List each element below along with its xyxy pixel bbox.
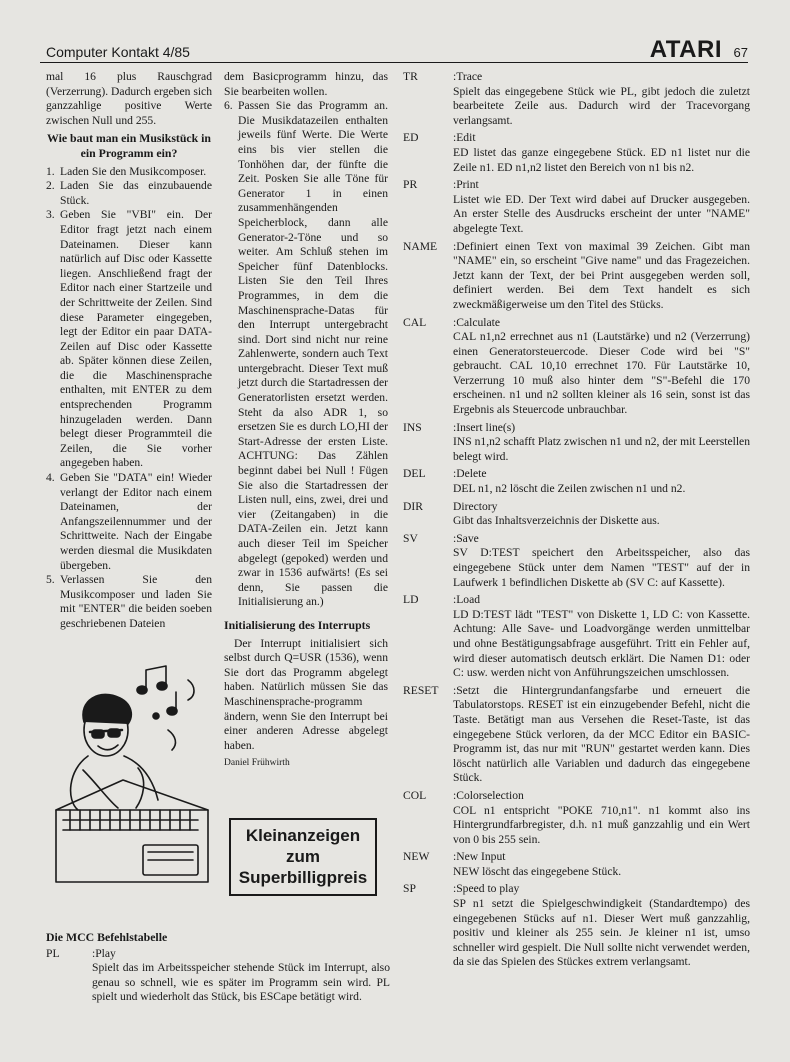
command-desc: COL n1 entspricht "POKE 710,n1". n1 kommt also ins Hintergrundfarbregister, d.h. n1 muß ganzzahlig und ein Wert von 0 bis 255 sein. [453, 803, 750, 846]
step-number: 4. [46, 471, 55, 485]
command-key: LD [403, 593, 419, 607]
command-label: :Speed to play [453, 882, 520, 896]
command-desc: Gibt das Inhaltsverzeichnis der Diskette aus. [453, 514, 660, 528]
steps-list [46, 165, 212, 632]
author-signature: Daniel Frühwirth [224, 758, 290, 769]
step-number: 1. [46, 164, 55, 178]
step-text: Laden Sie das einzubauende Stück. [60, 179, 212, 207]
command-row-ins [403, 421, 750, 465]
command-label: :Trace [453, 70, 483, 83]
middle-column [224, 70, 388, 771]
step-text: Geben Sie "VBI" ein. Der Editor fragt jetzt nach einem Dateinamen. Dieser kann natürlich auf Disc oder Kassette liegen. Anschließend fragt der Editor nach einer Startzeile und der Schrittweite der Zeilen. Sind diese Parameter eingegeben, legt der Editor ein paar DATA-Zeilen auf Disc oder Kassette ab. Später können diese Zeilen, die die Maschinensprache enthalten, mit ENTER zu dem entsprechenden Programm hinzugeladen werden. Dann belegt dieser Programmteil die Zeilen, die Sie vorher angegeben haben. [60, 208, 212, 470]
ad-line: zum [286, 847, 320, 866]
page-number: 67 [733, 45, 748, 60]
command-key: NAME [403, 239, 438, 253]
command-row-sv [403, 532, 750, 590]
command-row-col [403, 789, 750, 847]
command-row-name [403, 240, 750, 313]
command-label: :Calculate [453, 315, 500, 329]
command-label: :Colorselection [453, 788, 524, 802]
command-body [453, 70, 750, 128]
step-item [46, 208, 212, 471]
command-body [453, 131, 750, 175]
left-intro: mal 16 plus Rauschgrad (Verzerrung). Dadurch ergeben sich ganzzahlige positive Werte zwischen Null und 255. [46, 70, 212, 127]
command-desc: :Definiert einen Text von maximal 39 Zeichen. Gibt man "NAME" ein, so erscheint "Give name" und das Fragezeichen. Jetzt kann der Text, der bei Print ausgegeben werden soll, definiert werden. Bei dem Text handelt es sich zweckmäßigerweise um den Titel des Stücks. [453, 239, 750, 311]
step-number: 5. [46, 573, 55, 587]
interrupt-text: Der Interrupt initialisiert sich selbst durch Q=USR (1536), wenn Sie dort das Programm abgelegt haben. Natürlich müssen Sie das Maschinensprache-programm ändern, wenn Sie den Interrupt bei einer anderen Adresse abgelegt haben. [224, 636, 388, 752]
command-key: CAL [403, 315, 427, 329]
command-key: TR [403, 70, 418, 83]
command-desc: Spielt das im Arbeitsspeicher stehende Stück im Interrupt, also genau so schnell, wie es später im Programm sein wird. PL spielt und wiederholt das Stück, bis ESCape betätigt wird. [92, 961, 390, 1004]
step-text: Passen Sie das Programm an. Die Musikdatazeilen enthalten jeweils fünf Werte. Die Werte eins bis vier stellen die Tonhöhen dar, der fünfte die Zeit. Posken Sie alle Töne für Generator 1 in einen zusammenhängenden Speicherblock, dann alle Generator-2-Töne und so weiter. Am Schluß stehen im Speicher fünf Datenblocks. Listen Sie den Teil Ihres Programmes, in dem die Maschinensprache-Datas für den Interrupt untergebracht sind. Dort sind nicht nur reine Zahlenwerte, sondern auch Text untergebracht. Dieser Text muß jetzt durch die Startadressen der Generatorlisten ersetzt werden. Steht da also ADR 1, so ersetzen Sie es durch LO,HI der Start-Adresse der ersten Liste. ACHTUNG: Das Zählen beginnt dabei bei Null ! Fügen Sie also die Startadressen der Listen null, eins, zwei, drei und vier (Zeitangaben) in die DATA-Zeilen ein. Jetzt kann auch dieser Teil im Speicher abgelegt (gepoked) werden und zwar in 1536 aufwärts! (Es sei denn, Sie passen die Initialisierung an.) [238, 99, 388, 609]
command-label: :Delete [453, 467, 487, 481]
command-row-dir [403, 500, 750, 529]
command-list [403, 70, 750, 973]
command-row-cal [403, 316, 750, 418]
command-body [453, 316, 750, 418]
command-row-ld [403, 593, 750, 681]
command-key: RESET [403, 683, 439, 697]
command-desc: INS n1,n2 schafft Platz zwischen n1 und n2, der mit Leerstellen belegt wird. [453, 435, 750, 463]
command-row-del [403, 467, 750, 496]
command-row-reset [403, 684, 750, 786]
command-row-new [403, 850, 750, 879]
command-key: ED [403, 131, 419, 145]
step-text: Verlassen Sie den Musikcomposer und laden Sie mit "ENTER" die beiden soeben geschriebenen Dateien [60, 573, 212, 630]
command-label: :Save [453, 531, 479, 545]
command-body [453, 882, 750, 970]
command-row-tr [403, 70, 750, 128]
command-row-ed [403, 131, 750, 175]
command-key: COL [403, 788, 427, 802]
command-row-pl [46, 947, 390, 1005]
command-key: SV [403, 531, 418, 545]
command-body [453, 467, 750, 496]
step-item [224, 99, 388, 610]
table-title: Die MCC Befehlstabelle [46, 930, 168, 944]
command-body [453, 178, 750, 236]
pianist-cartoon-illustration [48, 660, 218, 885]
step-item [46, 179, 212, 208]
command-key: PR [403, 178, 418, 192]
command-body [453, 789, 750, 847]
command-body [92, 947, 390, 1005]
page-header [40, 30, 748, 63]
section-heading-music: Wie baut man ein Musikstück in ein Programm ein? [47, 131, 211, 160]
command-label: :Print [453, 178, 479, 192]
step-item [46, 573, 212, 631]
command-label: Directory [453, 499, 498, 513]
step-text: Laden Sie den Musikcomposer. [60, 164, 207, 178]
step-item [46, 471, 212, 573]
command-key: PL [46, 946, 60, 960]
brand-title: ATARI [649, 36, 722, 63]
command-desc: DEL n1, n2 löscht die Zeilen zwischen n1 und n2. [453, 482, 686, 496]
command-desc: NEW löscht das eingegebene Stück. [453, 864, 622, 878]
command-body [453, 850, 750, 879]
command-desc: SP n1 setzt die Spielgeschwindigkeit (Standardtempo) des eingegebenen Stücks auf n1. Dieser Wert muß ganzzahlig, positiv und kleiner als 255 sein. Je kleiner n1 ist, umso schneller wird gespielt. Die Null sollte nicht verwendet werden, da sie das Spielen des Stückes extrem verlangsamt. [453, 897, 750, 969]
command-desc: ED listet das ganze eingegebene Stück. ED n1 listet nur die Zeile n1. ED n1,n2 listet den Bereich von n1 bis n2. [453, 145, 750, 174]
middle-continuation: dem Basicprogramm hinzu, das Sie bearbeiten wollen. [224, 70, 388, 98]
command-key: NEW [403, 850, 430, 864]
classified-ad-box [229, 818, 377, 896]
command-label: :Insert line(s) [453, 420, 516, 434]
step-number: 3. [46, 208, 55, 222]
step-item [46, 165, 212, 180]
left-column [46, 70, 212, 632]
command-row-pr [403, 178, 750, 236]
command-key: SP [403, 882, 416, 896]
command-label: :Edit [453, 131, 476, 145]
command-desc: :Setzt die Hintergrundanfangsfarbe und erneuert die Tabulatorstops. RESET ist ein einzugebender Befehl, nicht die Taste. Betätigt man aus Versehen die Reset-Taste, ist das eingegebene Stück verloren, da der MCC Editor ein BASIC-Programm ist, das nur mit "RUN" gestartet werden kann. Dies löscht natürlich alle Variablen und dadurch das eingegebene Stück. [453, 683, 750, 785]
command-key: DEL [403, 467, 426, 481]
command-label: :Load [453, 593, 481, 607]
command-desc: Listet wie ED. Der Text wird dabei auf Drucker ausgegeben. An erster Stelle des Ausdrucks erscheint der unter "NAME" abgelegte Text. [453, 192, 750, 235]
command-label: :Play [92, 946, 116, 960]
magazine-issue: Computer Kontakt 4/85 [46, 44, 190, 60]
command-row-sp [403, 882, 750, 970]
command-desc: Spielt das eingegebene Stück wie PL, gibt jedoch die zuletzt bearbeitete Zeile aus. Dadurch wird der Tracevorgang verlangsamt. [453, 84, 750, 127]
command-body [453, 500, 750, 529]
command-body [453, 240, 750, 313]
section-heading-interrupt: Initialisierung des Interrupts [224, 617, 371, 632]
command-desc: SV D:TEST speichert den Arbeitsspeicher, also das eingegebene Stück unter dem Namen "TEST" auf der in Laufwerk 1 befindlichen Diskette ab (SV C: auf Kassette). [453, 546, 750, 589]
command-table-intro [46, 930, 390, 1005]
ad-line: Superbilligpreis [238, 868, 368, 887]
command-body [453, 684, 750, 786]
command-body [453, 532, 750, 590]
command-label: :New Input [453, 850, 506, 864]
command-desc: LD D:TEST lädt "TEST" von Diskette 1, LD C: von Kassette. Achtung: Alle Save- und Loadvorgänge werden unmittelbar und ohne Bestätigungsabfrage ausgeführt. Tritt ein Fehler auf, wird dieser automatisch deutsch erklärt. Die Namen D1: oder C: usw. werden nicht von Anführungszeichen umschlossen. [453, 607, 750, 680]
command-desc: CAL n1,n2 errechnet aus n1 (Lautstärke) und n2 (Verzerrung) einen Generatorsteuercode. Dieser Code wird bei "S" gebraucht. CAL 10,10 errechnet 170. Für Lautstärke 10, Verzerrung 10 muß also hinter dem "S"-Befehl die 170 erscheinen. n1 und n2 sollten kleiner als 16 sein, sonst ist das Ergebnis als Steuercode unbrauchbar. [453, 330, 750, 417]
command-key: INS [403, 420, 422, 434]
step-text: Geben Sie "DATA" ein! Wieder verlangt der Editor nach einem Dateinamen, der Anfangszeilennummer und der Schrittweite. Nach der Eingabe werden diesmal die Musikdaten übergeben. [60, 471, 212, 572]
ad-line: Kleinanzeigen [245, 826, 361, 845]
step-number: 2. [46, 179, 55, 193]
command-body [453, 421, 750, 465]
step-number: 6. [224, 99, 233, 113]
command-body [453, 593, 750, 681]
command-key: DIR [403, 499, 423, 513]
